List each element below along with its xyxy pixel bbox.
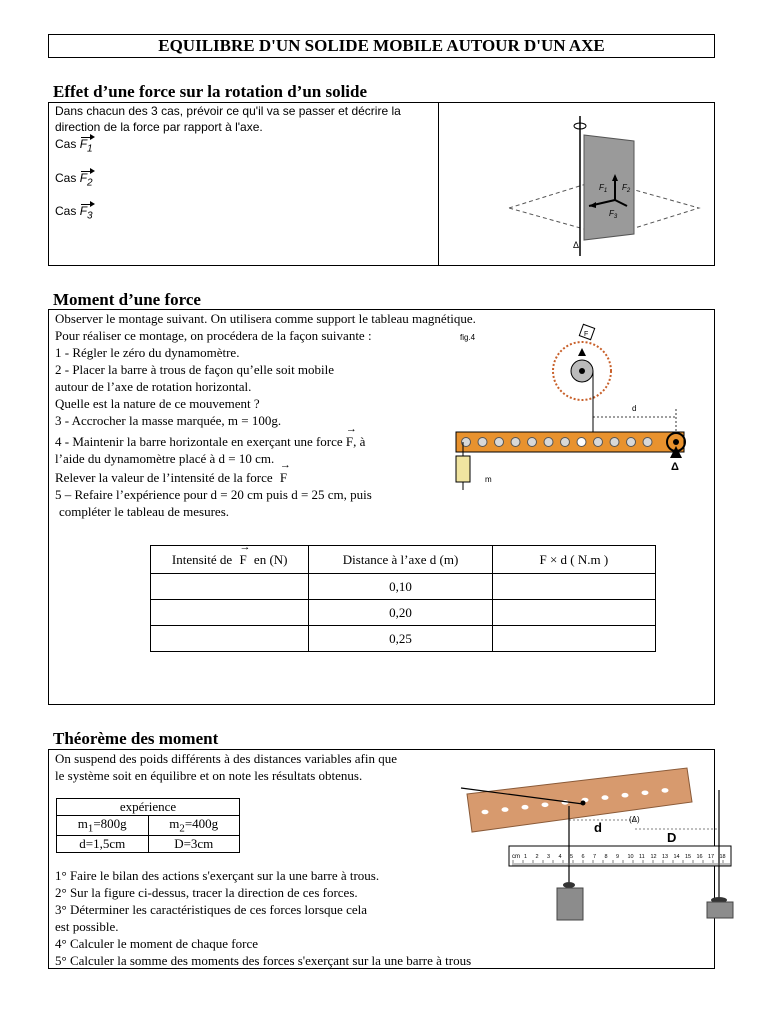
ruler-tick-label: 9 xyxy=(616,854,620,860)
bar-hole xyxy=(594,438,603,447)
experience-D: D=3cm xyxy=(148,835,240,852)
section2-line-3: 1 - Régler le zéro du dynamomètre. xyxy=(55,345,240,360)
ruler-tick-label: 7 xyxy=(593,854,597,860)
fig2-m-label: m xyxy=(485,475,492,484)
table-cell-product[interactable] xyxy=(492,600,655,626)
section1-divider xyxy=(438,103,439,265)
weight-m2 xyxy=(707,902,733,918)
wood-hole xyxy=(622,793,629,798)
case-3-vector: $F_3$ xyxy=(79,204,93,222)
table-cell-force[interactable] xyxy=(151,626,309,652)
bar-hole xyxy=(627,438,636,447)
case-2-vector: $F_2$ xyxy=(79,171,93,189)
ruler-tick-label: 1 xyxy=(524,854,528,860)
force-symbol: → F xyxy=(280,470,287,486)
force-symbol: → F xyxy=(346,434,353,450)
fig1-label-f1: $F_1$ xyxy=(599,183,608,194)
experience-table xyxy=(56,798,240,853)
fig1-label-f3: $F_3$ xyxy=(609,209,618,220)
ruler-tick-label: 14 xyxy=(673,854,680,860)
table-header-product: F × d ( N.m ) xyxy=(492,546,655,574)
ruler-tick-label: 3 xyxy=(547,854,551,860)
question-3: 3° Déterminer les caractéristiques de ces forces lorsque cela xyxy=(55,902,367,917)
bar-hole xyxy=(577,438,586,447)
section2-line-6: Quelle est la nature de ce mouvement ? xyxy=(55,396,260,411)
section2-relever: Relever la valeur de l’intensité de la force → F xyxy=(55,470,287,486)
section2-step4-line2: l’aide du dynamomètre placé à d = 10 cm. xyxy=(55,451,275,466)
ruler-tick-label: 8 xyxy=(604,854,608,860)
wood-hole xyxy=(502,807,509,812)
case-prefix: Cas xyxy=(55,171,77,185)
pivot-center xyxy=(673,439,679,445)
marked-mass xyxy=(456,456,470,482)
table-cell-distance: 0,10 xyxy=(309,574,492,600)
ruler-tick-label: 16 xyxy=(696,854,703,860)
fig3-D-label: D xyxy=(667,830,677,845)
fig2-label: fig.4 xyxy=(460,333,476,342)
experience-d: d=1,5cm xyxy=(57,835,149,852)
question-4: 4° Calculer le moment de chaque force xyxy=(55,936,258,951)
table-row xyxy=(151,600,656,626)
page-title xyxy=(48,34,715,58)
moment-figure xyxy=(449,314,714,504)
page-title-text: EQUILIBRE D'UN SOLIDE MOBILE AUTOUR D'UN AXE xyxy=(158,36,605,55)
table-cell-distance: 0,20 xyxy=(309,600,492,626)
section2-line-1: Observer le montage suivant. On utilisera comme support le tableau magnétique. xyxy=(55,311,476,326)
section2-line-2: Pour réaliser ce montage, on procédera de la façon suivante : xyxy=(55,328,372,343)
bar-hole xyxy=(478,438,487,447)
case-prefix: Cas xyxy=(55,204,77,218)
dynamometer-center xyxy=(579,368,585,374)
section2-line-5: autour de l’axe de rotation horizontal. xyxy=(55,379,252,394)
experience-header: expérience xyxy=(57,799,240,816)
weight-hook-left xyxy=(563,882,575,888)
ruler-tick-label: 17 xyxy=(708,854,715,860)
section3-intro-line2: le système soit en équilibre et on note les résultats obtenus. xyxy=(55,768,363,783)
ruler-tick-label: 2 xyxy=(535,854,539,860)
case-1-vector: $F_1$ xyxy=(79,137,93,155)
section2-line-7: 3 - Accrocher la masse marquée, m = 100g. xyxy=(55,413,282,428)
fig1-label-f2: $F_2$ xyxy=(622,183,631,194)
section2-line-4: 2 - Placer la barre à trous de façon qu’elle soit mobile xyxy=(55,362,335,377)
wood-hole xyxy=(482,810,489,815)
section1-intro-line2: direction de la force par rapport à l'axe. xyxy=(55,120,263,134)
section2-box xyxy=(48,309,715,705)
measurement-table xyxy=(150,545,656,652)
ruler-tick-label: 4 xyxy=(558,854,562,860)
wood-hole xyxy=(642,791,649,796)
ruler-unit-label: cm xyxy=(512,854,520,860)
table-row xyxy=(151,574,656,600)
section1-box xyxy=(48,102,715,266)
table-cell-product[interactable] xyxy=(492,626,655,652)
fig2-force-label: F xyxy=(584,331,589,338)
wood-hole xyxy=(662,788,669,793)
ruler-tick-label: 12 xyxy=(650,854,657,860)
bar-hole xyxy=(561,438,570,447)
bar-hole xyxy=(528,438,537,447)
experience-m1: $m_1=800g$ xyxy=(57,816,149,836)
ruler-tick-label: 13 xyxy=(662,854,669,860)
fig2-d-label: d xyxy=(632,404,637,413)
question-5: 5° Calculer la somme des moments des forces s'exerçant sur la une barre à trous xyxy=(55,953,472,968)
fig3-axis-label: (Δ) xyxy=(629,815,640,824)
fig3-d-label: d xyxy=(594,820,602,835)
section2-step4: 4 - Maintenir la barre horizontale en exerçant une force → F, à xyxy=(55,434,365,450)
question-2: 2° Sur la figure ci-dessus, tracer la direction de ces forces. xyxy=(55,885,358,900)
rotation-figure xyxy=(449,108,709,262)
question-3-cont: est possible. xyxy=(55,919,119,934)
table-header-distance: Distance à l’axe d (m) xyxy=(309,546,492,574)
section3-heading: Théorème des moment xyxy=(53,729,219,748)
moments-theorem-figure xyxy=(457,754,726,920)
section1-intro-line1: Dans chacun des 3 cas, prévoir ce qu'il va se passer et décrire la xyxy=(55,104,401,118)
bar-hole xyxy=(610,438,619,447)
section3-box xyxy=(48,749,726,969)
section2-step5-line2: compléter le tableau de mesures. xyxy=(59,504,230,519)
fig1-axis-label: Δ xyxy=(573,240,580,250)
case-prefix: Cas xyxy=(55,137,77,151)
section2-step5-line1: 5 – Refaire l’expérience pour d = 20 cm puis d = 25 cm, puis xyxy=(55,487,372,502)
case-3 xyxy=(55,204,93,221)
fig2-axis-label: Δ xyxy=(671,461,679,473)
table-cell-product[interactable] xyxy=(492,574,655,600)
wood-hole xyxy=(602,795,609,800)
pivot-point xyxy=(581,801,586,806)
wood-hole xyxy=(522,805,529,810)
bar-hole xyxy=(643,438,652,447)
ruler-tick-label: 15 xyxy=(685,854,692,860)
bar-hole xyxy=(511,438,520,447)
table-header-force: Intensité de → F en (N) xyxy=(151,546,309,574)
table-cell-distance: 0,25 xyxy=(309,626,492,652)
bar-hole xyxy=(495,438,504,447)
weight-m1 xyxy=(557,888,583,920)
ruler-tick-label: 11 xyxy=(639,854,645,860)
ruler-tick-label: 10 xyxy=(627,854,634,860)
case-1 xyxy=(55,137,93,154)
table-cell-force[interactable] xyxy=(151,600,309,626)
section1-heading: Effet d’une force sur la rotation d’un solide xyxy=(53,82,368,101)
section3-intro-line1: On suspend des poids différents à des distances variables afin que xyxy=(55,751,398,766)
section2-heading: Moment d’une force xyxy=(53,290,201,309)
case-2 xyxy=(55,171,93,188)
bar-hole xyxy=(544,438,553,447)
ruler-tick-label: 18 xyxy=(719,854,726,860)
table-cell-force[interactable] xyxy=(151,574,309,600)
ruler-tick-label: 6 xyxy=(581,854,585,860)
ruler-tick-label: 5 xyxy=(570,854,574,860)
wooden-bar xyxy=(467,768,692,832)
question-1: 1° Faire le bilan des actions s'exerçant sur la une barre à trous. xyxy=(55,868,380,883)
experience-m2: $m_2=400g$ xyxy=(148,816,240,836)
wood-hole xyxy=(542,803,549,808)
table-row xyxy=(151,626,656,652)
